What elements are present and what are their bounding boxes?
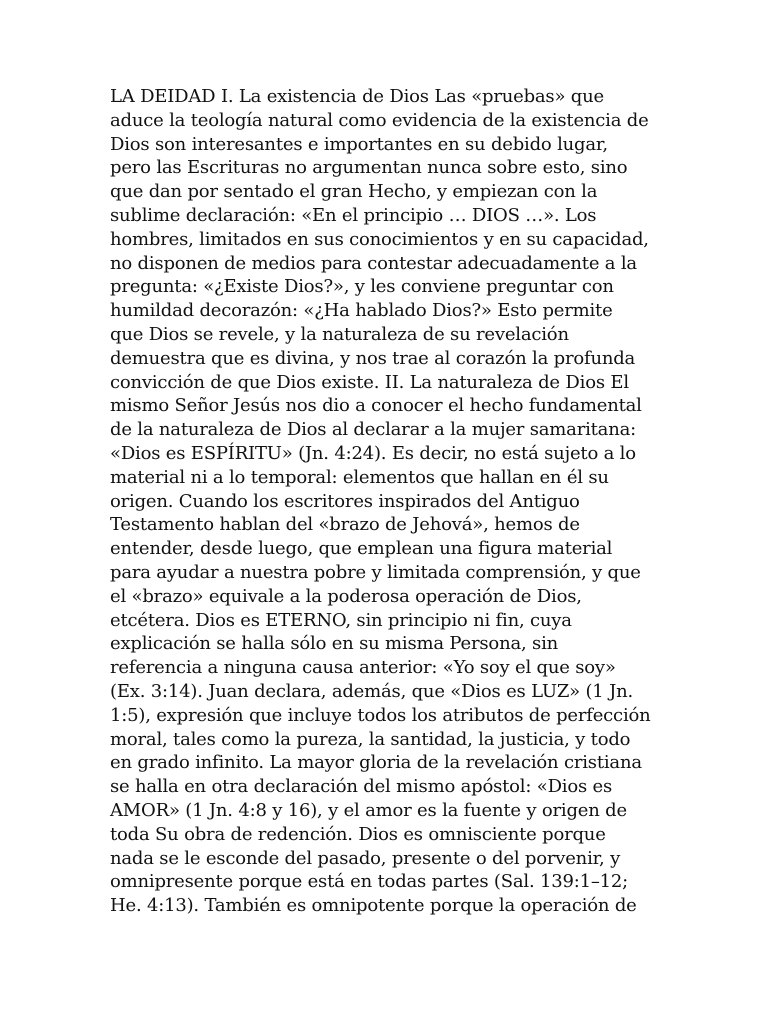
text-line: explicación se halla sólo en su misma Persona, sin <box>110 633 559 655</box>
text-line: sublime declaración: «En el principio … DIOS …». Los <box>110 204 597 226</box>
text-line: Testamento hablan del «brazo de Jehová», hemos de <box>110 514 580 536</box>
text-line: entender, desde luego, que emplean una figura material <box>110 538 613 560</box>
text-line: convicción de que Dios existe. II. La naturaleza de Dios El <box>110 371 629 393</box>
text-line: nada se le esconde del pasado, presente o del porvenir, y <box>110 847 621 869</box>
text-line: mismo Señor Jesús nos dio a conocer el hecho fundamental <box>110 395 642 417</box>
text-line: se halla en otra declaración del mismo apóstol: «Dios es <box>110 776 613 798</box>
text-line: omnipresente porque está en todas partes (Sal. 139:1–12; <box>110 871 629 893</box>
text-line: pregunta: «¿Existe Dios?», y les conviene preguntar con <box>110 276 614 298</box>
text-line: en grado infinito. La mayor gloria de la revelación cristiana <box>110 752 642 774</box>
text-line: 1:5), expresión que incluye todos los atributos de perfección <box>110 704 651 726</box>
text-line: origen. Cuando los escritores inspirados del Antiguo <box>110 490 580 512</box>
text-line: de la naturaleza de Dios al declarar a la mujer samaritana: <box>110 419 637 441</box>
text-line: toda Su obra de redención. Dios es omnisciente porque <box>110 823 606 845</box>
text-line: el «brazo» equivale a la poderosa operación de Dios, <box>110 585 582 607</box>
text-line: no disponen de medios para contestar adecuadamente a la <box>110 252 637 274</box>
text-line: que Dios se revele, y la naturaleza de su revelación <box>110 323 569 345</box>
text-line: que dan por sentado el gran Hecho, y empiezan con la <box>110 181 598 203</box>
text-line: pero las Escrituras no argumentan nunca sobre esto, sino <box>110 157 628 179</box>
text-line: humildad decorazón: «¿Ha hablado Dios?» Esto permite <box>110 300 613 322</box>
text-line: (Ex. 3:14). Juan declara, además, que «Dios es LUZ» (1 Jn. <box>110 680 634 702</box>
body-text <box>110 85 670 918</box>
text-line: hombres, limitados en sus conocimientos y en su capacidad, <box>110 228 649 250</box>
text-line: «Dios es ESPÍRITU» (Jn. 4:24). Es decir, no está sujeto a lo <box>110 442 636 464</box>
text-line: moral, tales como la pureza, la santidad, la justicia, y todo <box>110 728 631 750</box>
text-line: aduce la teología natural como evidencia de la existencia de <box>110 109 649 131</box>
text-line: He. 4:13). También es omnipotente porque la operación de <box>110 895 637 917</box>
text-line: para ayudar a nuestra pobre y limitada comprensión, y que <box>110 561 641 583</box>
text-line: etcétera. Dios es ETERNO, sin principio ni fin, cuya <box>110 609 572 631</box>
text-line: material ni a lo temporal: elementos que hallan en él su <box>110 466 609 488</box>
text-line: demuestra que es divina, y nos trae al corazón la profunda <box>110 347 636 369</box>
text-line: AMOR» (1 Jn. 4:8 y 16), y el amor es la fuente y origen de <box>110 799 627 821</box>
text-line: referencia a ninguna causa anterior: «Yo soy el que soy» <box>110 657 616 679</box>
text-line: LA DEIDAD I. La existencia de Dios Las «pruebas» que <box>110 86 604 107</box>
text-line: Dios son interesantes e importantes en su debido lugar, <box>110 133 608 155</box>
